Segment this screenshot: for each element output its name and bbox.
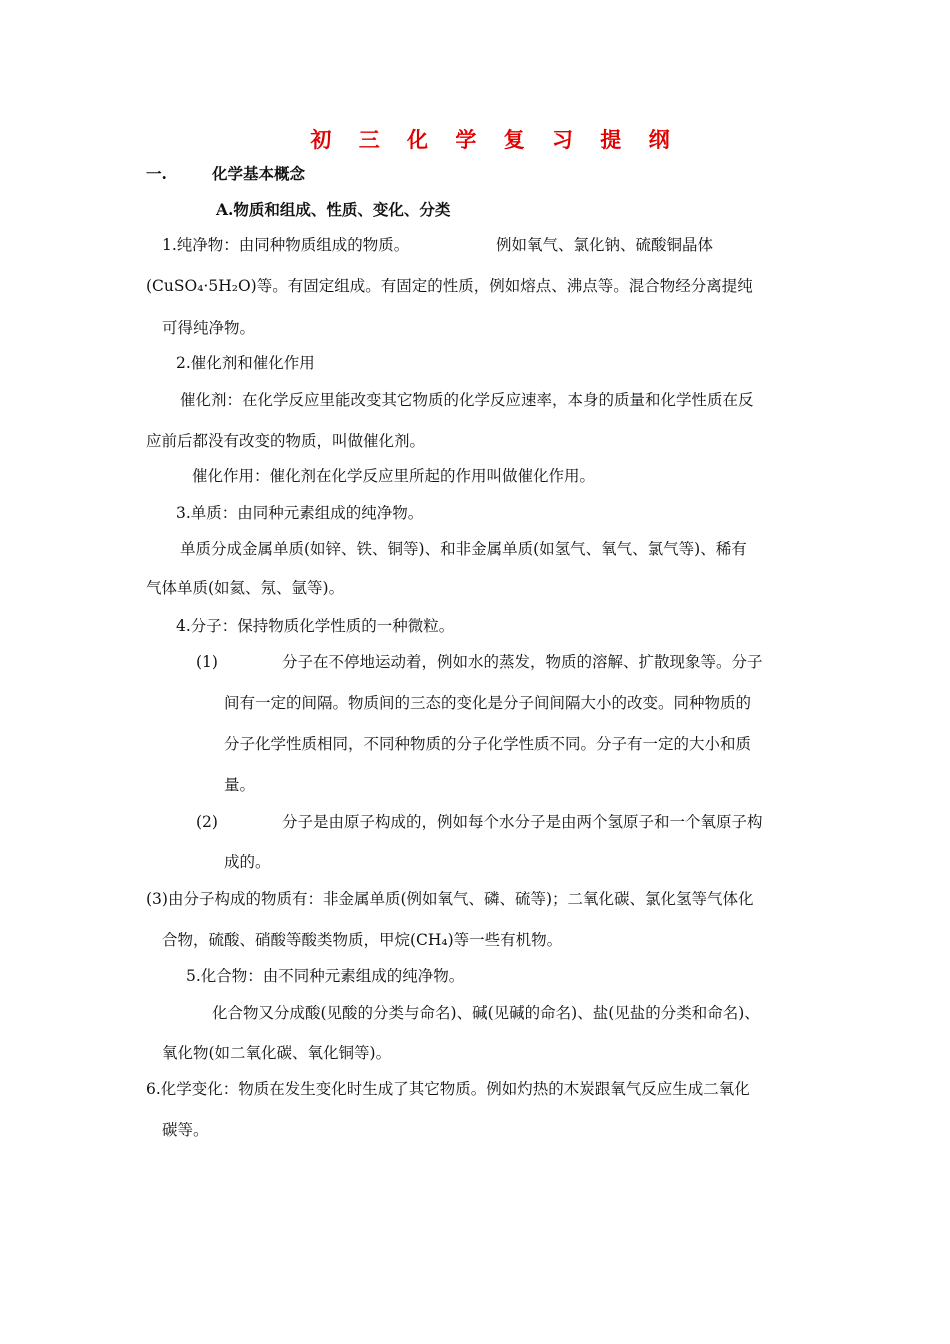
p1-line-b: 例如氧气、氯化钠、硫酸铜晶体 <box>496 236 714 254</box>
p4-item3-line-b: 合物，硫酸、硝酸等酸类物质，甲烷(CH₄)等一些有机物。 <box>162 931 563 949</box>
p2-line-c: 催化作用：催化剂在化学反应里所起的作用叫做催化作用。 <box>192 467 596 485</box>
p3-line-b: 气体单质(如氦、氖、氩等)。 <box>146 579 345 597</box>
section-number: 一. <box>146 164 167 183</box>
p1-line-c: (CuSO₄·5H₂O)等。有固定组成。有固定的性质，例如熔点、沸点等。混合物经分离提纯 <box>146 277 753 295</box>
p4-item1-number: (1) <box>196 653 218 671</box>
p1-line-d: 可得纯净物。 <box>162 319 256 337</box>
p4-item2-number: (2) <box>196 813 218 831</box>
p3-heading: 3.单质：由同种元素组成的纯净物。 <box>176 504 424 522</box>
p5-heading: 5.化合物：由不同种元素组成的纯净物。 <box>186 967 465 985</box>
p2-line-a: 催化剂：在化学反应里能改变其它物质的化学反应速率，本身的质量和化学性质在反 <box>180 391 754 409</box>
subsection-heading: A.物质和组成、性质、变化、分类 <box>216 200 451 219</box>
p4-item1-line-b: 间有一定的间隔。物质间的三态的变化是分子间间隔大小的改变。同种物质的 <box>224 694 752 712</box>
p1-line-a: 1.纯净物：由同种物质组成的物质。 <box>162 236 410 254</box>
p5-line-b: 氧化物(如二氧化碳、氧化铜等)。 <box>162 1044 392 1062</box>
p4-item1-line-d: 量。 <box>224 776 256 794</box>
p2-heading: 2.催化剂和催化作用 <box>176 354 315 372</box>
p2-line-b: 应前后都没有改变的物质，叫做催化剂。 <box>146 432 426 450</box>
p6-line-a: 6.化学变化：物质在发生变化时生成了其它物质。例如灼热的木炭跟氧气反应生成二氧化 <box>146 1080 750 1098</box>
p4-item1-line-a: 分子在不停地运动着，例如水的蒸发，物质的溶解、扩散现象等。分子 <box>282 653 763 671</box>
p4-item3-line-a: (3)由分子构成的物质有：非金属单质(例如氧气、磷、硫等)；二氧化碳、氯化氢等气体化 <box>146 890 754 908</box>
page-title: 初 三 化 学 复 习 提 纲 <box>310 128 680 152</box>
p4-item2-line-a: 分子是由原子构成的，例如每个水分子是由两个氢原子和一个氧原子构 <box>282 813 763 831</box>
p6-line-b: 碳等。 <box>162 1121 209 1139</box>
p4-heading: 4.分子：保持物质化学性质的一种微粒。 <box>176 617 455 635</box>
p4-item2-line-b: 成的。 <box>224 853 271 871</box>
p4-item1-line-c: 分子化学性质相同，不同种物质的分子化学性质不同。分子有一定的大小和质 <box>224 735 752 753</box>
p3-line-a: 单质分成金属单质(如锌、铁、铜等)、和非金属单质(如氢气、氧气、氯气等)、稀有 <box>180 540 747 558</box>
p5-line-a: 化合物又分成酸(见酸的分类与命名)、碱(见碱的命名)、盐(见盐的分类和命名)、 <box>212 1004 760 1022</box>
section-heading: 化学基本概念 <box>212 164 306 183</box>
